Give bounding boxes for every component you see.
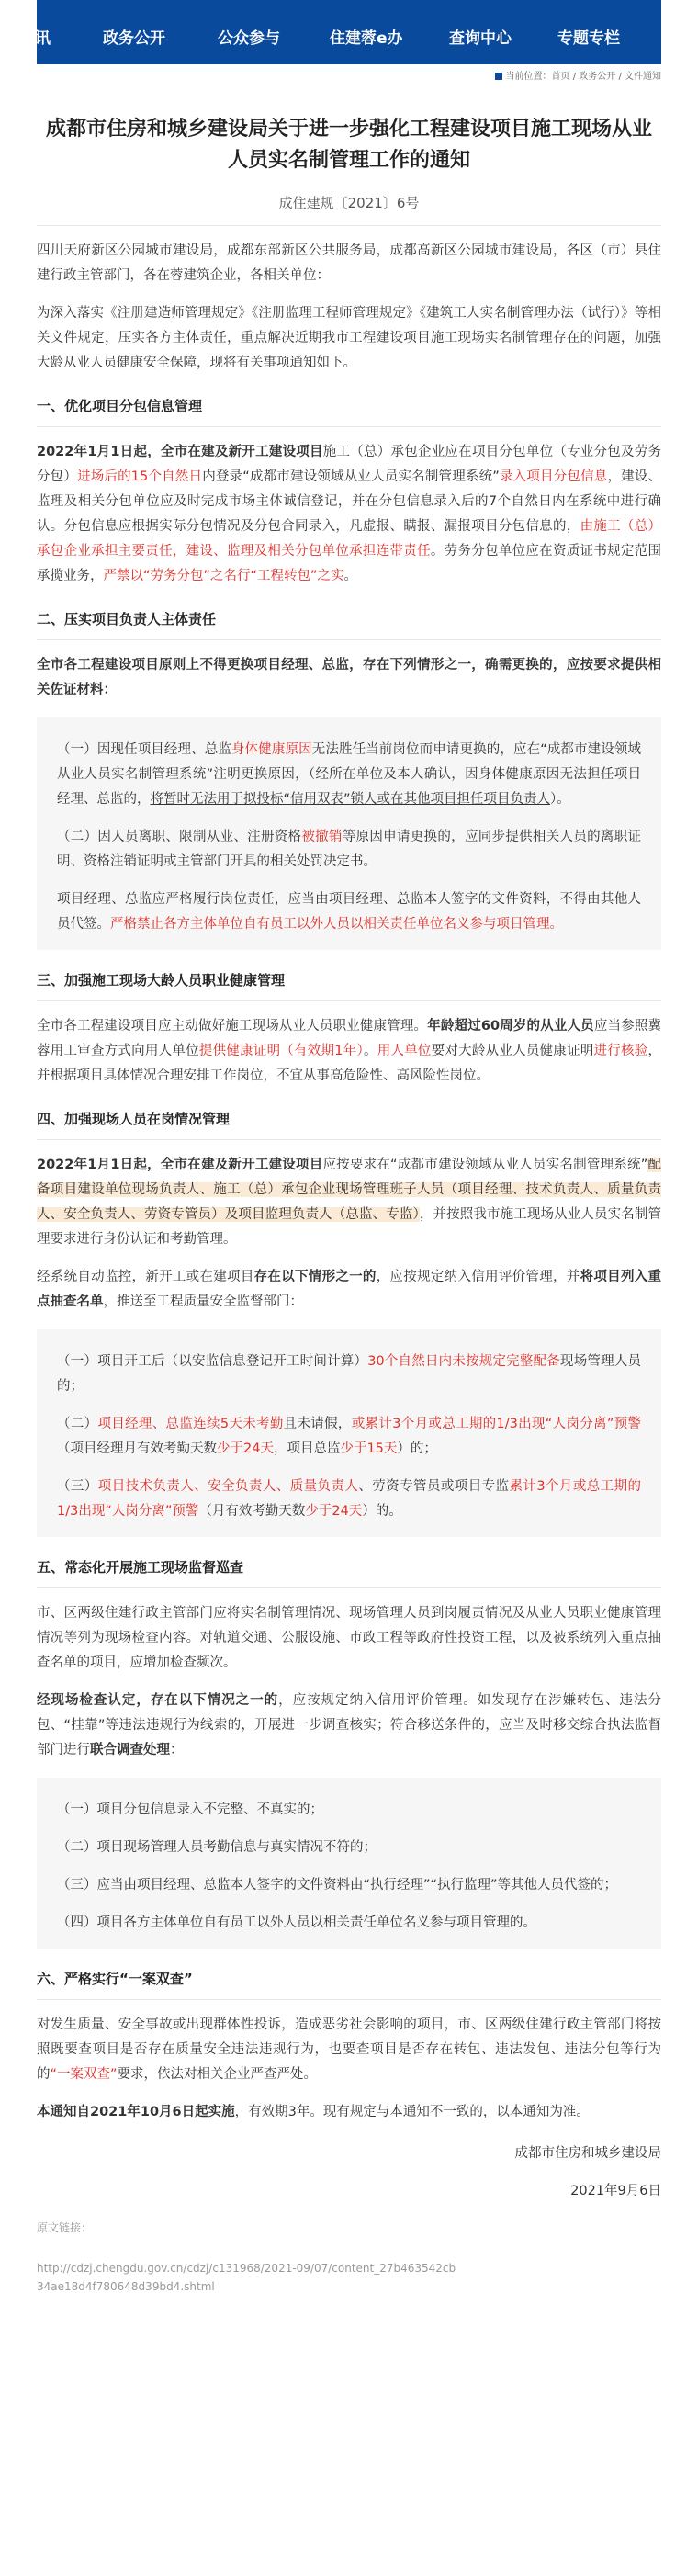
article [37, 92, 661, 2296]
section-5-heading: 五、常态化开展施工现场监督巡查 [37, 1559, 244, 1576]
breadcrumb [495, 68, 661, 82]
section-2-lead: 全市各工程建设项目原则上不得更换项目经理、总监，存在下列情形之一，确需更换的，应按要求提供相关佐证材料： [37, 658, 661, 697]
divider [37, 1139, 661, 1140]
section-4-body: 2022年1月1日起，全市在建及新开工建设项目应按要求在“成都市建设领域从业人员实名制管理系统”配备项目建设单位现场负责人、施工（总）承包企业现场管理班子人员（项目经理、技术负责人、质量负责人、安全负责人、劳资专管员）及项目监理负责人（总监、专监），并按照我市施工现场从业人员实名制管理要求进行身份认证和考勤管理。 [37, 1158, 662, 1247]
divider [37, 1587, 661, 1588]
section-2-item-1: （一）因现任项目经理、总监身体健康原因无法胜任当前岗位而申请更换的，应在“成都市建设领域从业人员实名制管理系统”注明更换原因，（经所在单位及本人确认，因身体健康原因无法担任项目经理、总监的，将暂时无法用于拟投标“信用双表”锁人或在其他项目担任项目负责人）。 [57, 742, 642, 807]
section-4-item-2: （二）项目经理、总监连续5天未考勤且未请假，或累计3个月或总工期的1/3出现“人岗分离”预警（项目经理月有效考勤天数少于24天，项目总监少于15天）的； [57, 1417, 642, 1456]
divider [37, 426, 661, 427]
issue-date: 2021年9月6日 [570, 2184, 661, 2198]
breadcrumb-text[interactable]: 当前位置：首页 / 政务公开 / 文件通知 [505, 72, 661, 82]
section-3-heading: 三、加强施工现场大龄人员职业健康管理 [37, 972, 286, 989]
closing-paragraph: 本通知自2021年10月6日起实施，有效期3年。现有规定与本通知不一致的，以本通知为准。 [37, 2105, 590, 2119]
section-5-body-2: 经现场检查认定，存在以下情况之一的，应按规定纳入信用评价管理。如发现存在涉嫌转包、违法分包、“挂靠”等违法违规行为线索的，开展进一步调查核实；符合移送条件的，应当及时移交综合执法监督部门进行联合调查处理： [37, 1693, 662, 1757]
section-4-box [37, 1329, 661, 1537]
divider [37, 1999, 661, 2000]
section-1-heading: 一、优化项目分包信息管理 [37, 398, 203, 414]
section-5-item-1: （一）项目分包信息录入不完整、不真实的； [57, 1802, 323, 1817]
section-5-item-4: （四）项目各方主体单位自有员工以外人员以相关责任单位名义参与项目管理的。 [57, 1915, 536, 1930]
nav-item-query-center[interactable]: 查询中心 [449, 29, 512, 48]
top-navigation [0, 0, 698, 82]
section-4-item-1: （一）项目开工后（以安监信息登记开工时间计算）30个自然日内未按规定完整配备现场管理人员的； [57, 1354, 642, 1394]
section-2-box [37, 717, 661, 950]
section-5-item-3: （三）应当由项目经理、总监本人签字的文件资料由“执行经理”“执行监理”等其他人员代签的； [57, 1878, 618, 1892]
intro-paragraph: 为深入落实《注册建造师管理规定》《注册监理工程师管理规定》《建筑工人实名制管理办法（试行）》等相关文件规定，压实各方主体责任，重点解决近期我市工程建设项目施工现场实名制管理存在的问题，加强大龄从业人员健康安全保障，现将有关事项通知如下。 [37, 306, 661, 370]
section-5-item-2: （二）项目现场管理人员考勤信息与真实情况不符的； [57, 1840, 377, 1855]
location-icon [495, 73, 502, 80]
page-title: 成都市住房和城乡建设局关于进一步强化工程建设项目施工现场从业人员实名制管理工作的通知 [45, 118, 652, 172]
nav-item-special-topics[interactable]: 专题专栏 [557, 29, 620, 48]
nav-bar [37, 0, 661, 64]
section-5-body: 市、区两级住建行政主管部门应将实名制管理情况、现场管理人员到岗履责情况及从业人员职业健康管理情况等列为现场检查内容。对轨道交通、公服设施、市政工程等政府性投资工程，以及被系统列入重点抽查名单的项目，应增加检查频次。 [37, 1606, 661, 1670]
divider [37, 1000, 661, 1001]
document-number: 成住建规〔2021〕6号 [278, 195, 420, 211]
section-2-item-2: （二）因人员离职、限制从业、注册资格被撤销等原因申请更换的，应同步提供相关人员的离职证明、资格注销证明或主管部门开具的相关处罚决定书。 [57, 830, 642, 869]
divider [37, 225, 661, 226]
section-5-box [37, 1778, 661, 1949]
source-label: 原文链接： [37, 2221, 93, 2234]
nav-item-public-participation[interactable]: 公众参与 [218, 29, 280, 48]
section-4-heading: 四、加强现场人员在岗情况管理 [37, 1111, 231, 1127]
section-4-body-2: 经系统自动监控，新开工或在建项目存在以下情形之一的，应按规定纳入信用评价管理，并将项目列入重点抽查名单，推送至工程质量安全监督部门： [37, 1270, 662, 1309]
section-2-heading: 二、压实项目负责人主体责任 [37, 611, 217, 627]
nav-item-gov-affairs[interactable]: 政务公开 [103, 29, 165, 48]
addressees: 四川天府新区公园城市建设局，成都东部新区公共服务局，成都高新区公园城市建设局，各区（市）县住建行政主管部门，各在蓉建筑企业，各相关单位： [37, 243, 661, 283]
section-1-body: 2022年1月1日起，全市在建及新开工建设项目施工（总）承包企业应在项目分包单位（专业分包及劳务分包）进场后的15个自然日内登录“成都市建设领域从业人员实名制管理系统”录入项目分包信息，建设、监理及相关分包单位应及时完成市场主体诚信登记，并在分包信息录入后的7个自然日内在系统中进行确认。分包信息应根据实际分包情况及分包合同录入，凡虚报、瞒报、漏报项目分包信息的，由施工（总）承包企业承担主要责任，建设、监理及相关分包单位承担连带责任。劳务分包单位应在资质证书规定范围承揽业务，严禁以“劳务分包”之名行“工程转包”之实。 [37, 445, 662, 583]
divider [37, 639, 661, 640]
source-link[interactable]: http://cdzj.chengdu.gov.cn/cdzj/c131968/2021-09/07/content_27b463542cb34ae18d4f780648d39bd4.shtml [37, 2262, 456, 2293]
section-6-heading: 六、严格实行“一案双查” [37, 1971, 193, 1987]
nav-item-news[interactable]: 讯 [35, 29, 51, 48]
section-3-body: 全市各工程建设项目应主动做好施工现场从业人员职业健康管理。年龄超过60周岁的从业人员应当参照冀蓉用工审查方式向用人单位提供健康证明（有效期1年）。用人单位要对大龄从业人员健康证明进行核验，并根据项目具体情况合理安排工作岗位，不宜从事高危险性、高风险性岗位。 [37, 1019, 662, 1083]
signature: 成都市住房和城乡建设局 [514, 2146, 661, 2161]
section-2-item-3: 项目经理、总监应严格履行岗位责任，应当由项目经理、总监本人签字的文件资料，不得由其他人员代签。严格禁止各方主体单位自有员工以外人员以相关责任单位名义参与项目管理。 [57, 892, 641, 932]
nav-item-e-service[interactable]: 住建蓉e办 [330, 29, 403, 48]
section-6-body: 对发生质量、安全事故或出现群体性投诉，造成恶劣社会影响的项目，市、区两级住建行政主管部门将按照既要查项目是否存在质量安全违法违规行为，也要查项目是否存在转包、违法发包、违法分包等行为的“一案双查”要求，依法对相关企业严查严处。 [37, 2017, 661, 2082]
section-4-item-3: （三）项目技术负责人、安全负责人、质量负责人、劳资专管员或项目专监累计3个月或总工期的1/3出现“人岗分离”预警（月有效考勤天数少于24天）的。 [57, 1479, 642, 1519]
